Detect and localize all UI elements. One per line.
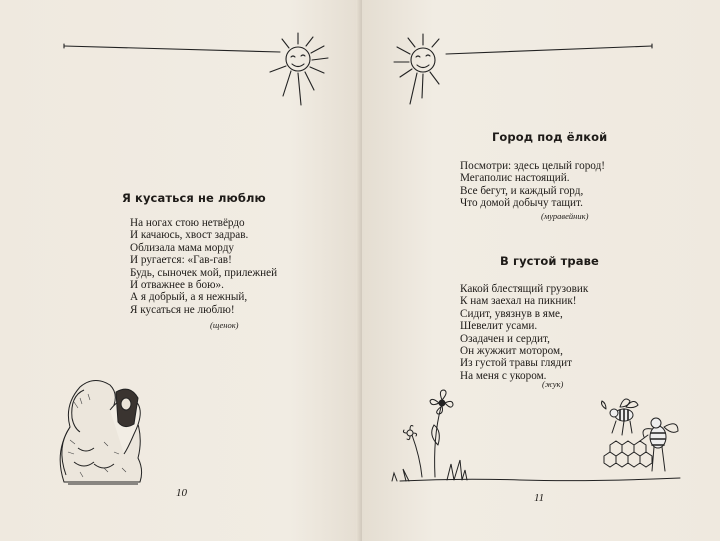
poem-answer: (жук) — [542, 379, 564, 389]
poem-line: Озадачен и сердит, — [460, 332, 550, 345]
poem-answer: (муравейник) — [541, 211, 589, 221]
poem-line: Будь, сыночек мой, прилежней — [130, 266, 278, 279]
poem-text — [460, 160, 605, 210]
poem-line: И ругается: «Гав-гав! — [130, 254, 232, 267]
poem-line: И качаюсь, хвост задрав. — [130, 229, 249, 242]
poem-title: Город под ёлкой — [492, 130, 608, 144]
page-number: 10 — [176, 487, 187, 499]
poem-answer: (щенок) — [210, 320, 239, 330]
poem-line: На ногах стою нетвёрдо — [130, 217, 245, 229]
poem-line: На меня с укором. — [460, 369, 547, 382]
puppy-illustration — [44, 372, 154, 492]
sun-illustration-right — [362, 0, 720, 140]
poem-line: Что домой добычу тащит. — [460, 197, 583, 210]
poem-line: Все бегут, и каждый горд, — [460, 184, 584, 197]
poem-line: А я добрый, а я нежный, — [130, 291, 248, 304]
poem-line: Посмотри: здесь целый город! — [460, 160, 605, 172]
poem-title: В густой траве — [500, 254, 599, 268]
poem-line: Шевелит усами. — [460, 320, 538, 333]
right-page — [362, 0, 720, 541]
poem-line: Сидит, увязнув в яме, — [460, 307, 563, 320]
poem-text — [460, 283, 588, 382]
poem-line: Он жужжит мотором, — [460, 345, 563, 358]
poem-line: Мегаполис настоящий. — [460, 172, 570, 185]
poem-title: Я кусаться не люблю — [122, 191, 266, 205]
sun-illustration-left — [0, 0, 362, 130]
poem-line: Какой блестящий грузовик — [460, 283, 589, 295]
poem-line: Облизала мама морду — [130, 241, 235, 254]
page-number: 11 — [534, 492, 545, 504]
poem-line: Из густой травы глядит — [460, 357, 573, 370]
poem-text — [130, 217, 277, 316]
poem-line: К нам заехал на пикник! — [460, 295, 577, 308]
poem-line: Я кусаться не люблю! — [130, 303, 235, 316]
poem-line: И отважнее в бою». — [130, 279, 224, 292]
meadow-illustration — [362, 385, 720, 495]
